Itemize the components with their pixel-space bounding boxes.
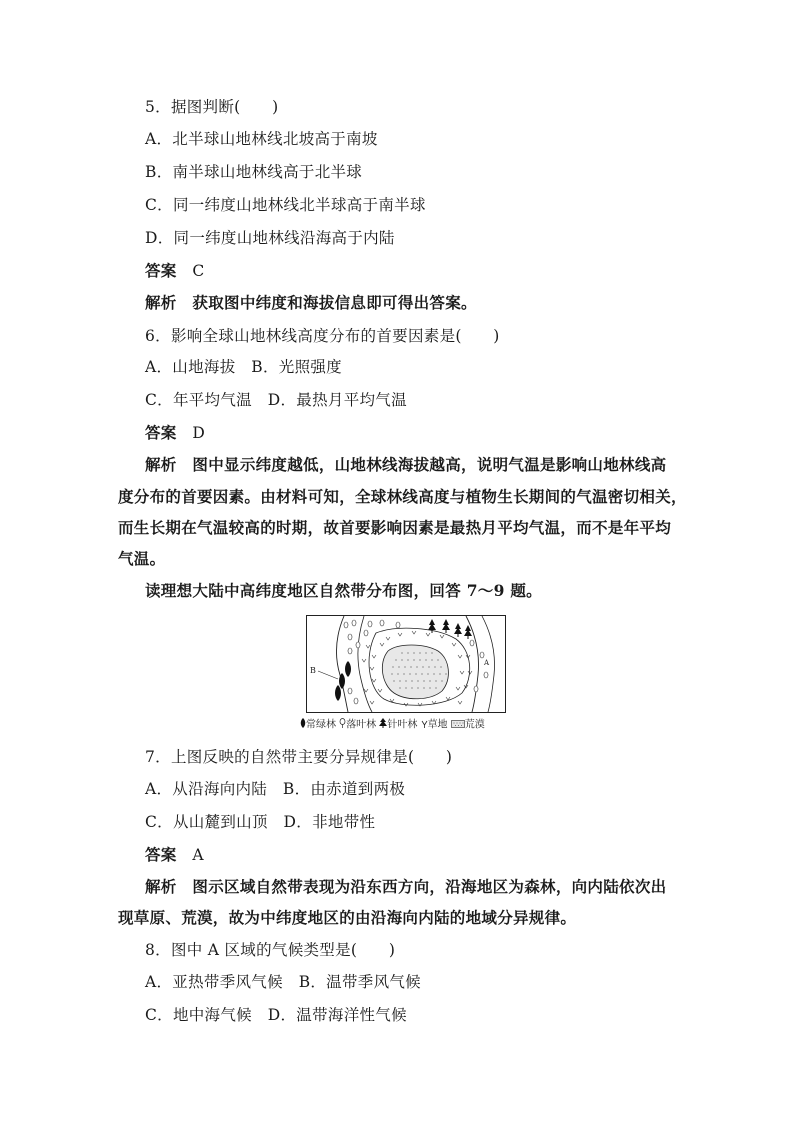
legend-deciduous: 落叶林 — [346, 719, 377, 731]
answer-value: A — [192, 846, 204, 864]
q5-option-d: D．同一纬度山地林线沿海高于内陆 — [145, 229, 395, 247]
q5-option-c: C．同一纬度山地林线北半球高于南半球 — [145, 196, 426, 214]
legend-evergreen: 常绿林 — [306, 719, 336, 731]
figure-intro: 读理想大陆中高纬度地区自然带分布图，回答 7～9 题。 — [145, 581, 542, 600]
analysis-text: 图示区域自然带表现为沿东西方向，沿海地区为森林，向内陆依次出 — [192, 877, 667, 896]
q5-answer — [145, 261, 205, 281]
q6-analysis-line-1 — [145, 455, 666, 475]
analysis-text: 获取图中纬度和海拔信息即可得出答案。 — [192, 293, 477, 312]
q7-options-row2: C．从山麓到山顶 D．非地带性 — [145, 813, 376, 831]
q7-analysis-line-1 — [145, 877, 666, 897]
natural-zone-map — [306, 615, 506, 713]
q7-answer — [145, 845, 204, 865]
q5-option-b: B．南半球山地林线高于北半球 — [145, 163, 363, 181]
q6-options-row2: C．年平均气温 D．最热月平均气温 — [145, 391, 407, 409]
desert-area — [382, 645, 448, 699]
q5-option-a: A．北半球山地林线北坡高于南坡 — [145, 130, 378, 148]
q5-analysis — [145, 293, 477, 313]
q5-stem: 5．据图判断( ) — [145, 98, 279, 116]
figure-legend — [300, 718, 485, 732]
label-a: A — [484, 659, 490, 667]
q8-options-row2: C．地中海气候 D．温带海洋性气候 — [145, 1006, 407, 1024]
legend-desert: 荒漠 — [464, 719, 485, 731]
grass-icon — [421, 720, 428, 728]
q8-options-row1: A．亚热带季风气候 B．温带季风气候 — [145, 973, 421, 991]
q6-options-row1: A．山地海拔 B．光照强度 — [145, 358, 342, 376]
analysis-label: 解析 — [145, 877, 177, 896]
q6-analysis-line-3: 而生长期在气温较高的时期，故首要影响因素是最热月平均气温，而不是年平均 — [118, 518, 672, 537]
answer-value: C — [192, 262, 205, 280]
legend-grassland: 草地 — [427, 719, 448, 731]
label-b: B — [310, 666, 316, 675]
answer-label: 答案 — [145, 261, 177, 280]
answer-value: D — [192, 424, 206, 442]
answer-label: 答案 — [145, 423, 177, 442]
q8-stem: 8．图中 A 区域的气候类型是( ) — [145, 941, 396, 959]
analysis-text: 图中显示纬度越低，山地林线海拔越高，说明气温是影响山地林线高 — [192, 455, 667, 474]
q7-stem: 7．上图反映的自然带主要分异规律是( ) — [145, 748, 453, 766]
q6-analysis-line-2: 度分布的首要因素。由材料可知，全球林线高度与植物生长期间的气温密切相关， — [118, 487, 687, 506]
q6-analysis-line-4: 气温。 — [118, 549, 166, 568]
desert-icon — [451, 720, 465, 728]
analysis-label: 解析 — [145, 455, 177, 474]
analysis-label: 解析 — [145, 293, 177, 312]
q6-answer — [145, 423, 205, 443]
q6-stem: 6．影响全球山地林线高度分布的首要因素是( ) — [145, 327, 500, 345]
q7-options-row1: A．从沿海向内陆 B．由赤道到两极 — [145, 780, 406, 798]
legend-coniferous: 针叶林 — [387, 719, 418, 731]
answer-label: 答案 — [145, 845, 177, 864]
q7-analysis-line-2: 现草原、荒漠，故为中纬度地区的由沿海向内陆的地域分异规律。 — [118, 908, 577, 927]
